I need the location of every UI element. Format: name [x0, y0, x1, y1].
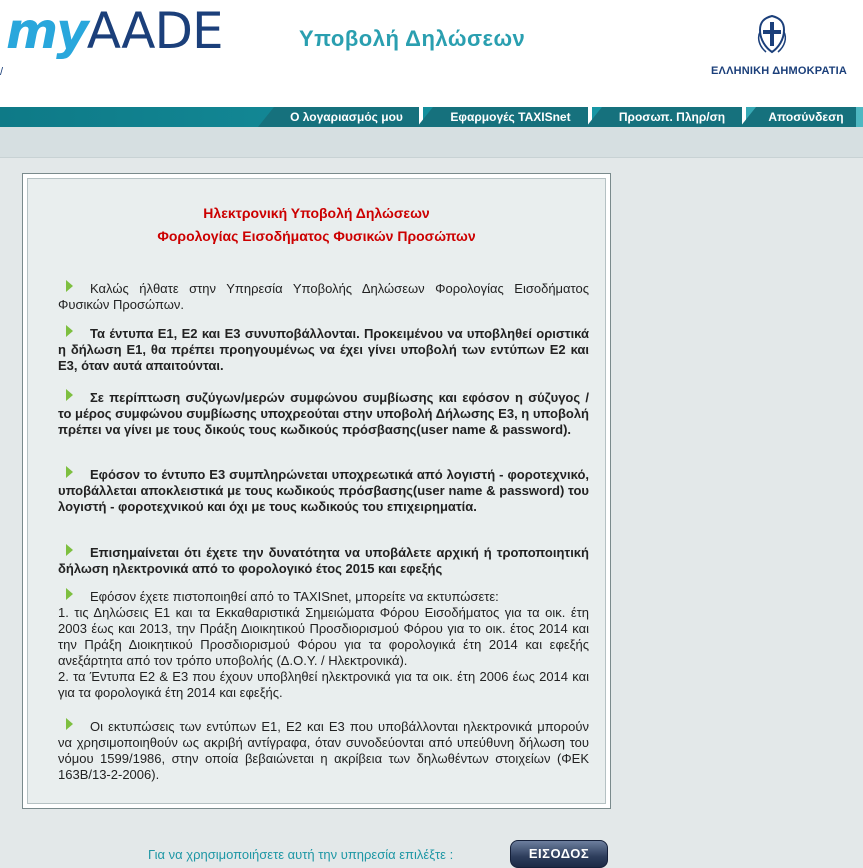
- accountant-paragraph: Εφόσον το έντυπο Ε3 συμπληρώνεται υποχρεωτικά από λογιστή - φοροτεχνικό, υποβάλλεται αποκλειστικά με τους κωδικούς πρόσβασης(user name & password) του λογιστή - φοροτεχνικού και όχι με τους κωδικούς του επιχειρηματία.: [58, 467, 589, 514]
- left-mark: /: [0, 66, 4, 78]
- content-title-line2: Φορολογίας Εισοδήματος Φυσικών Προσώπων: [157, 228, 476, 244]
- print-paragraph: [58, 589, 589, 701]
- footer-prompt: Για να χρησιμοποιήσετε αυτή την υπηρεσία επιλέξτε :: [148, 847, 454, 862]
- print-intro: Εφόσον έχετε πιστοποιηθεί από το TAXISnet, μπορείτε να εκτυπώσετε:: [90, 589, 499, 604]
- nav-item-logout[interactable]: Αποσύνδεση: [756, 107, 856, 127]
- nav-item-taxisnet-apps[interactable]: Εφαρμογές TAXISnet: [433, 107, 588, 127]
- gov-label: ΕΛΛΗΝΙΚΗ ΔΗΜΟΚΡΑΤΙΑ: [711, 65, 848, 77]
- sub-bar: [0, 127, 863, 158]
- spouses-paragraph: Σε περίπτωση συζύγων/μερών συμφώνου συμβίωσης και εφόσον η σύζυγος / το μέρος συμφώνου συμβίωσης υποχρεούται στην υποβολή Δήλωσης Ε3, η υποβολή πρέπει να γίνει με τους δικούς τους κωδικούς πρόσβασης(user name & password).: [58, 390, 589, 437]
- print-item-1: 1. τις Δηλώσεις Ε1 και τα Εκκαθαριστικά Σημειώματα Φόρου Εισοδήματος για τα οικ. έτη 2003 έως και 2013, την Πράξη Διοικητικού Προσδιορισμού Φόρου για το οικ. έτος 2014 και την Πράξη Διοικητικού Προσδιορισμού Φόρου για τα φορολογικά έτη 2014 και εφεξής ανεξάρτητα από τον τρόπο υποβολής (Δ.Ο.Υ. / Ηλεκτρονικά).: [58, 605, 589, 668]
- print-item-2: 2. τα Έντυπα Ε2 & Ε3 που έχουν υποβληθεί ηλεκτρονικά για τα οικ. έτη 2006 έως 2014 και για τα φορολογικά έτη 2014 και εφεξής.: [58, 669, 589, 700]
- content-title-line1: Ηλεκτρονική Υποβολή Δηλώσεων: [203, 205, 430, 221]
- content-inner: [27, 178, 606, 804]
- page-title: Υποβολή Δηλώσεων: [299, 26, 526, 51]
- logo-aade-text: AADE: [86, 2, 223, 60]
- myaade-logo[interactable]: [6, 0, 223, 62]
- welcome-paragraph: Καλώς ήλθατε στην Υπηρεσία Υποβολής Δηλώσεων Φορολογίας Εισοδήματος Φυσικών Προσώπων.: [58, 281, 589, 312]
- nav-item-personal-info[interactable]: Προσωπ. Πληρ/ση: [602, 107, 742, 127]
- enter-button[interactable]: ΕΙΣΟΔΟΣ: [510, 840, 608, 868]
- logo-my-text: my: [6, 2, 87, 60]
- nav-item-my-account[interactable]: Ο λογαριασμός μου: [274, 107, 419, 127]
- content-panel: [22, 173, 611, 809]
- forms-paragraph: Τα έντυπα Ε1, Ε2 και Ε3 συνυποβάλλονται. Προκειμένου να υποβληθεί οριστικά η δήλωση Ε1, θα πρέπει προηγουμένως να έχει γίνει υποβολή των εντύπων Ε2 και Ε3, όταν αυτά απαιτούνται.: [58, 326, 589, 373]
- greek-emblem-icon: [754, 12, 790, 56]
- copies-paragraph: Οι εκτυπώσεις των εντύπων Ε1, Ε2 και Ε3 που υποβάλλονται ηλεκτρονικά μπορούν να χρησιμοποιηθούν ως ακριβή αντίγραφα, όταν συνοδεύονται από υπεύθυνη δήλωση του νόμου 1599/1986, στην οποία βεβαιώνεται η ακρίβεια των δηλωθέντων στοιχείων (ΦΕΚ 163Β/13-2-2006).: [58, 719, 589, 782]
- amendment-paragraph: Επισημαίνεται ότι έχετε την δυνατότητα να υποβάλετε αρχική ή τροποποιητική δήλωση ηλεκτρονικά από το φορολογικό έτος 2015 και εφεξής: [58, 545, 589, 576]
